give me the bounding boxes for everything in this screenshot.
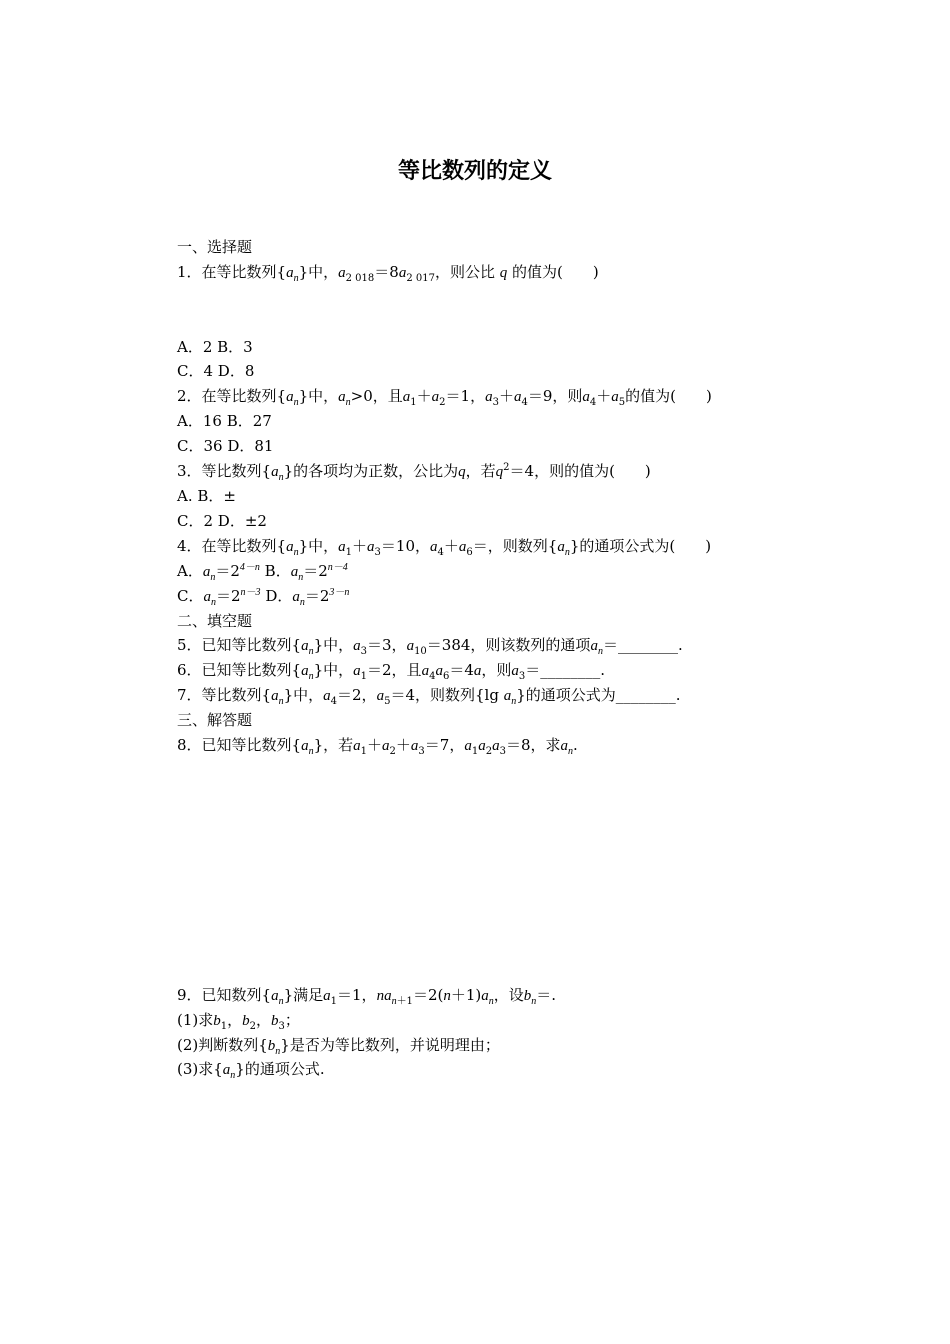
section-heading-choice: 一、选择题 — [177, 238, 253, 256]
question-9-part-2: (2)判断数列$\{b_n\}$是否为等比数列，并说明理由； — [177, 1036, 500, 1057]
question-2-options-a: A．16 B．27 — [177, 412, 272, 430]
question-1-options-a: A．2 B．3 — [177, 338, 253, 356]
question-7: 7．等比数列$\{a_n\}$中，$a_4=2$，$a_5=4$，则数列{lg $a_n$}的通项公式为________. — [177, 686, 681, 707]
section-heading-answer: 三、解答题 — [177, 711, 253, 729]
question-6: 6．已知等比数列$\{a_n\}$中，$a_1=2$，且$a_4a_6=4a$，则$a_3=\_\_\_\_\_\_\_\_$. — [177, 661, 606, 682]
question-3-options-b: C．2 D．±2 — [177, 512, 267, 530]
question-4-options-a: A．$a_n=2^{4-n}$ B．$a_n=2^{n-4}$ — [177, 562, 348, 583]
question-4: 4．在等比数列$\{a_n\}$中，$a_1+a_3=10$，$a_4+a_6=$，则数列$\{a_n\}$的通项公式为( ) — [177, 537, 712, 558]
question-9-part-3: (3)求$\{a_n\}$的通项公式. — [177, 1060, 325, 1081]
question-2: 2．在等比数列$\{a_n\}$中，$a_n>0$，且$a_1+a_2=1$，$a_3+a_4=9$，则$a_4+a_5$的值为( ) — [177, 387, 712, 408]
question-1-options-b: C．4 D．8 — [177, 362, 255, 380]
section-heading-fill: 二、填空题 — [177, 612, 253, 630]
question-2-options-b: C．36 D．81 — [177, 437, 274, 455]
page-title: 等比数列的定义 — [397, 159, 552, 184]
question-5: 5．已知等比数列$\{a_n\}$中，$a_3=3$，$a_{10}=384$，则该数列的通项$a_n=\_\_\_\_\_\_\_\_$. — [177, 636, 683, 657]
question-4-options-b: C．$a_n=2^{n-3}$ D．$a_n=2^{3-n}$ — [177, 587, 350, 608]
question-8: 8．已知等比数列$\{a_n\}$，若$a_1+a_2+a_3=7$，$a_1a_2a_3=8$，求$a_n$. — [177, 736, 578, 757]
question-3: 3．等比数列$\{a_n\}$的各项均为正数，公比为q，若$q^2=4$，则的值为( ) — [177, 462, 651, 483]
question-1: 1．在等比数列$\{a_n\}$中，$a_{2 018}=8a_{2 017}$，则公比 q 的值为( ) — [177, 263, 599, 284]
question-9-part-1: (1)求$b_1$，$b_2$，$b_3$； — [177, 1011, 300, 1032]
question-3-options-a: A. B．± — [177, 487, 236, 505]
question-9: 9．已知数列$\{a_n\}$满足$a_1=1$，$na_{n+1}=2(n+1)a_n$，设$b_n=$. — [177, 986, 557, 1007]
